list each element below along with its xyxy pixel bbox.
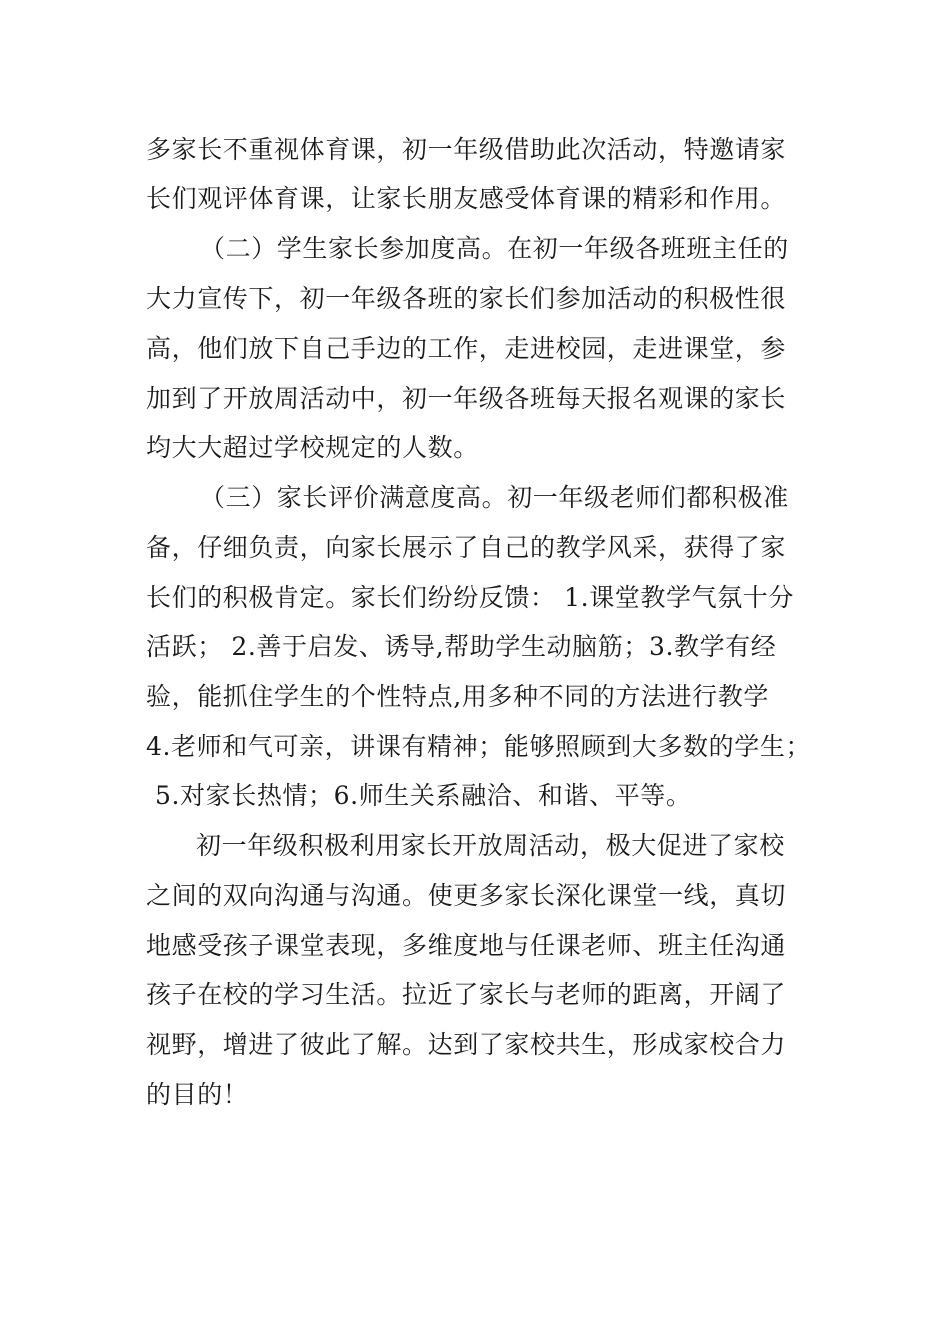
text-line: 孩子在校的学习生活。拉近了家长与老师的距离，开阔了 <box>146 980 787 1009</box>
text-line: 多家长不重视体育课，初一年级借助此次活动，特邀请家 <box>146 135 787 164</box>
text-line: 长们的积极肯定。家长们纷纷反馈： 1.课堂教学气氛十分 <box>146 583 795 612</box>
text-line: 加到了开放周活动中，初一年级各班每天报名观课的家长 <box>146 384 787 413</box>
text-line: 活跃； 2.善于启发、诱导,帮助学生动脑筋；3.教学有经 <box>146 632 777 661</box>
text-line: 均大大超过学校规定的人数。 <box>146 433 479 462</box>
text-line: 大力宣传下，初一年级各班的家长们参加活动的积极性很 <box>146 284 787 313</box>
text-line: 视野，增进了彼此了解。达到了家校共生，形成家校合力 <box>146 1030 787 1059</box>
paragraph-start: 初一年级积极利用家长开放周活动，极大促进了家校 <box>196 831 785 860</box>
text-line: 地感受孩子课堂表现，多维度地与任课老师、班主任沟通 <box>146 931 787 960</box>
text-line: 5.对家长热情；6.师生关系融洽、和谐、平等。 <box>155 781 692 810</box>
paragraph-heading-two: （二）学生家长参加度高。在初一年级各班班主任的 <box>200 234 789 263</box>
text-line: 的目的！ <box>146 1080 249 1109</box>
text-line: 长们观评体育课，让家长朋友感受体育课的精彩和作用。 <box>146 184 787 213</box>
paragraph-heading-three: （三）家长评价满意度高。初一年级老师们都积极准 <box>200 483 789 512</box>
text-line: 验，能抓住学生的个性特点,用多种不同的方法进行教学 <box>146 682 769 711</box>
text-line: 之间的双向沟通与沟通。使更多家长深化课堂一线，真切 <box>146 881 787 910</box>
text-line: 4.老师和气可亲，讲课有精神；能够照顾到大多数的学生； <box>146 732 812 761</box>
text-line: 高，他们放下自己手边的工作，走进校园，走进课堂，参 <box>146 334 787 363</box>
text-line: 备，仔细负责，向家长展示了自己的教学风采，获得了家 <box>146 533 787 562</box>
